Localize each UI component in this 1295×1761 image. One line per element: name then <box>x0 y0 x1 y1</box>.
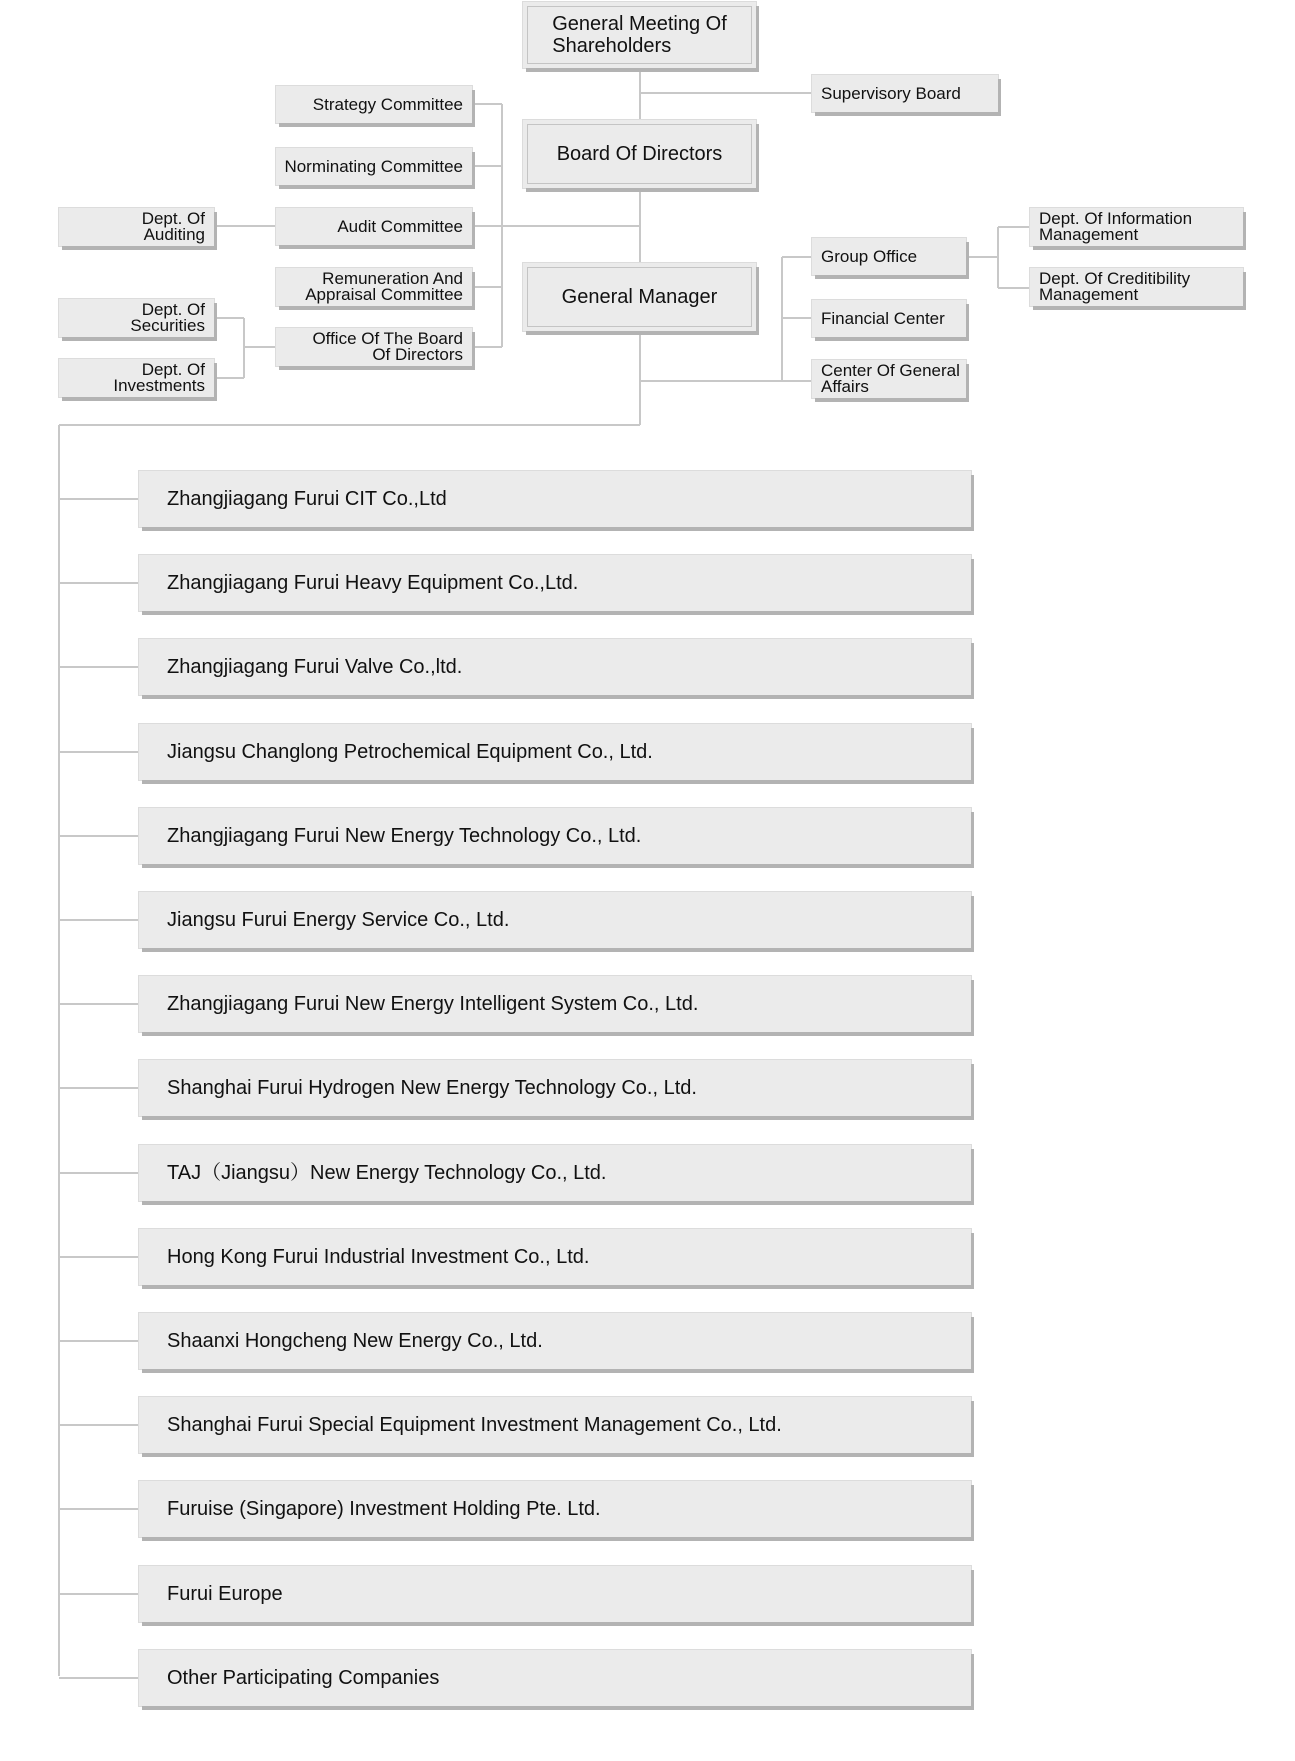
subsidiary-box <box>139 976 971 1032</box>
subsidiary-label: Zhangjiagang Furui New Energy Intelligent System Co., Ltd. <box>167 993 699 1015</box>
group-office-label: Group Office <box>821 246 918 266</box>
subsidiary-box <box>139 471 971 527</box>
subsidiary-label: Zhangjiagang Furui Heavy Equipment Co.,Ltd. <box>167 572 579 594</box>
financial-center-box <box>812 300 966 337</box>
board-of-directors-label: Board Of Directors <box>556 143 723 165</box>
dept-securities-box <box>59 299 214 337</box>
board-office-label: Office Of The Board Of Directors <box>312 329 463 364</box>
shareholders-meeting-box <box>523 2 756 68</box>
audit-committee-box <box>276 208 472 245</box>
audit-committee-label: Audit Committee <box>337 216 463 236</box>
subsidiary-label: Hong Kong Furui Industrial Investment Co., Ltd. <box>167 1246 590 1268</box>
subsidiary-box <box>139 1145 971 1201</box>
subsidiary-label: Jiangsu Furui Energy Service Co., Ltd. <box>167 909 510 931</box>
general-manager-box <box>523 263 756 331</box>
subsidiary-box <box>139 1566 971 1622</box>
strategy-committee-label: Strategy Committee <box>312 94 463 114</box>
subsidiary-box <box>139 1650 971 1706</box>
dept-auditing-label: Dept. Of Auditing <box>141 209 205 244</box>
board-of-directors-box <box>523 120 756 188</box>
subsidiary-box <box>139 1229 971 1285</box>
subsidiary-label: Zhangjiagang Furui New Energy Technology Co., Ltd. <box>167 825 642 847</box>
dept-investments-box <box>59 359 214 397</box>
subsidiary-label: Jiangsu Changlong Petrochemical Equipment Co., Ltd. <box>167 741 653 763</box>
subsidiary-label: Other Participating Companies <box>167 1667 440 1689</box>
dept-auditing-box <box>59 208 214 246</box>
subsidiary-label: Furui Europe <box>167 1583 283 1605</box>
subsidiary-box <box>139 639 971 695</box>
subsidiary-label: Zhangjiagang Furui Valve Co.,ltd. <box>167 656 463 678</box>
general-affairs-label: Center Of General Affairs <box>821 361 960 396</box>
subsidiary-label: Shaanxi Hongcheng New Energy Co., Ltd. <box>167 1330 543 1352</box>
group-office-box <box>812 238 966 275</box>
dept-credibility-management-label: Dept. Of Creditibility Management <box>1039 269 1191 304</box>
subsidiary-label: Shanghai Furui Special Equipment Investment Management Co., Ltd. <box>167 1414 782 1436</box>
general-manager-label: General Manager <box>561 286 718 308</box>
subsidiary-box <box>139 892 971 948</box>
subsidiary-box <box>139 1060 971 1116</box>
dept-information-management-box <box>1030 208 1243 246</box>
supervisory-board-box <box>812 75 998 112</box>
strategy-committee-box <box>276 86 472 123</box>
subsidiary-box <box>139 724 971 780</box>
subsidiary-label: Zhangjiagang Furui CIT Co.,Ltd <box>167 488 447 510</box>
dept-investments-label: Dept. Of Investments <box>113 360 205 395</box>
remuneration-committee-box <box>276 268 472 306</box>
dept-credibility-management-box <box>1030 268 1243 306</box>
dept-securities-label: Dept. Of Securities <box>130 300 205 335</box>
remuneration-committee-label: Remuneration And Appraisal Committee <box>305 269 463 304</box>
board-office-box <box>276 328 472 366</box>
financial-center-label: Financial Center <box>821 308 945 328</box>
subsidiary-box <box>139 1397 971 1453</box>
supervisory-board-label: Supervisory Board <box>821 83 961 103</box>
subsidiary-box <box>139 808 971 864</box>
subsidiary-box <box>139 1313 971 1369</box>
general-affairs-box <box>812 360 966 398</box>
dept-information-management-label: Dept. Of Information Management <box>1039 209 1193 244</box>
subsidiary-box <box>139 555 971 611</box>
subsidiary-label: Furuise (Singapore) Investment Holding Pte. Ltd. <box>167 1498 601 1520</box>
subsidiary-label: TAJ（Jiangsu）New Energy Technology Co., Ltd. <box>167 1162 607 1184</box>
subsidiary-label: Shanghai Furui Hydrogen New Energy Technology Co., Ltd. <box>167 1077 697 1099</box>
subsidiary-box <box>139 1481 971 1537</box>
nominating-committee-label: Norminating Committee <box>284 156 463 176</box>
shareholders-meeting-label: General Meeting Of Shareholders <box>552 13 727 57</box>
nominating-committee-box <box>276 148 472 185</box>
